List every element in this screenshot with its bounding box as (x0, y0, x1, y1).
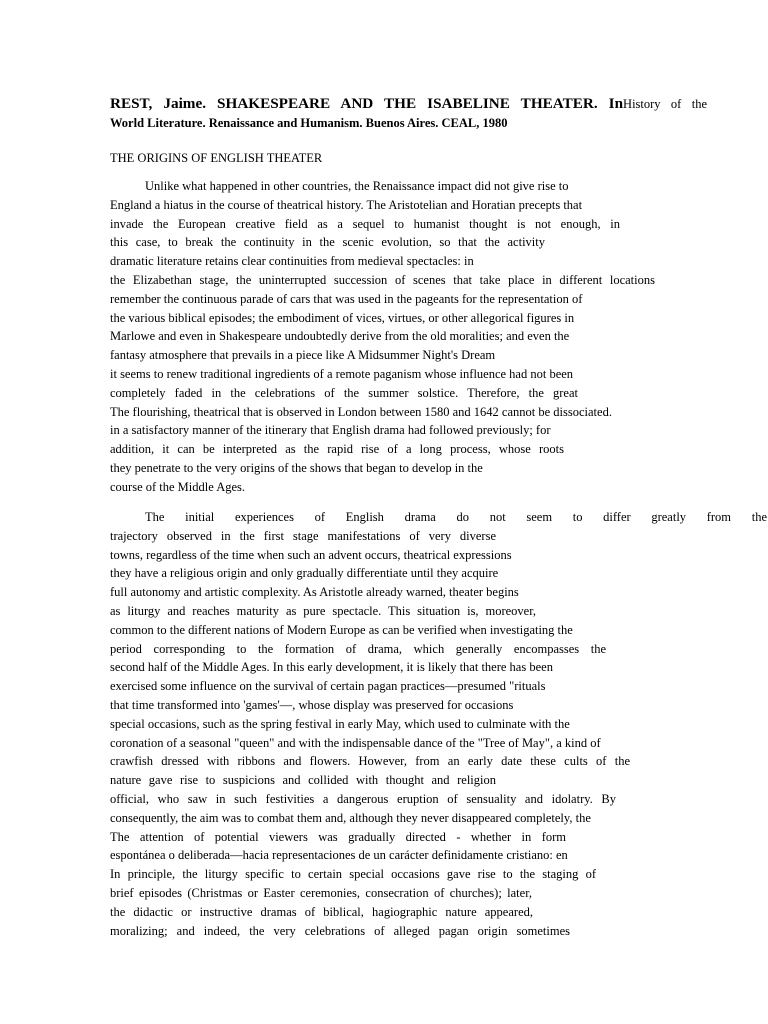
paragraph-line: The flourishing, theatrical that is observed in London between 1580 and 1642 cannot be dissociated. (110, 404, 612, 419)
paragraph-line: the Elizabethan stage, the uninterrupted succession of scenes that take place in different locations (110, 272, 655, 287)
paragraph-line: they have a religious origin and only gradually differentiate until they acquire (110, 566, 499, 581)
paragraph-line: second half of the Middle Ages. In this early development, it is likely that there has been (110, 660, 553, 675)
paragraph-line: exercised some influence on the survival of certain pagan practices—presumed "rituals (110, 679, 546, 694)
paragraph-line: period corresponding to the formation of drama, which generally encompasses the (110, 641, 606, 656)
paragraph-line: common to the different nations of Modern Europe as can be verified when investigating the (110, 622, 573, 637)
paragraph-line: it seems to renew traditional ingredients of a remote paganism whose influence had not been (110, 366, 574, 381)
paragraph-line: In principle, the liturgy specific to certain special occasions gave rise to the staging of (110, 867, 596, 882)
section-title: THE ORIGINS OF ENGLISH THEATER (110, 151, 323, 165)
citation-source-start: History of the (623, 97, 708, 111)
paragraph-line: special occasions, such as the spring festival in early May, which used to culminate with the (110, 716, 570, 731)
paragraph-line: the didactic or instructive dramas of biblical, hagiographic nature appeared, (110, 904, 533, 919)
paragraph-line: fantasy atmosphere that prevails in a piece like A Midsummer Night's Dream (110, 348, 496, 363)
paragraph-line: they penetrate to the very origins of the shows that began to develop in the (110, 460, 483, 475)
paragraph-line: espontánea o deliberada—hacia representaciones de un carácter definidamente cristiano: en (110, 848, 568, 863)
paragraph-line: towns, regardless of the time when such an advent occurs, theatrical expressions (110, 547, 512, 562)
paragraph-line: Marlowe and even in Shakespeare undoubtedly derive from the old moralities; and even the (110, 329, 570, 344)
paragraph-line: in a satisfactory manner of the itinerary that English drama had followed previously; for (110, 423, 551, 438)
paragraph-line: dramatic literature retains clear continuities from medieval spectacles: in (110, 254, 474, 269)
paragraph-line: that time transformed into 'games'—, whose display was preserved for occasions (110, 697, 514, 712)
paragraph-line: The initial experiences of English drama do not seem to differ greatly from the (145, 510, 767, 524)
paragraph-line: this case, to break the continuity in the scenic evolution, so that the activity (110, 235, 545, 250)
paragraph-line: nature gave rise to suspicions and collided with thought and religion (110, 773, 496, 788)
paragraph-line: Unlike what happened in other countries, the Renaissance impact did not give rise to (145, 179, 569, 193)
paragraph-line: trajectory observed in the first stage manifestations of very diverse (110, 528, 496, 543)
citation-author-title: REST, Jaime. SHAKESPEARE AND THE ISABELINE THEATER. In (110, 95, 624, 112)
paragraph-line: consequently, the aim was to combat them and, although they never disappeared completely, the (110, 810, 591, 825)
citation-source-continued: World Literature. Renaissance and Humanism. Buenos Aires. CEAL, 1980 (110, 116, 508, 130)
paragraph-line: crawfish dressed with ribbons and flowers. However, from an early date these cults of the (110, 754, 630, 769)
paragraph-line: invade the European creative field as a sequel to humanist thought is not enough, in (110, 216, 620, 231)
citation-heading (110, 94, 707, 133)
paragraph-line: completely faded in the celebrations of the summer solstice. Therefore, the great (110, 385, 578, 400)
paragraph-line: remember the continuous parade of cars that was used in the pageants for the representation of (110, 291, 583, 306)
paragraph-line: coronation of a seasonal "queen" and with the indispensable dance of the "Tree of May", a kind of (110, 735, 601, 750)
paragraph-line: moralizing; and indeed, the very celebrations of alleged pagan origin sometimes (110, 923, 570, 938)
paragraph-line: The attention of potential viewers was gradually directed - whether in form (110, 829, 566, 844)
paragraph-line: England a hiatus in the course of theatrical history. The Aristotelian and Horatian precepts that (110, 197, 583, 212)
paragraph-line: brief episodes (Christmas or Easter ceremonies, consecration of churches); later, (110, 885, 532, 900)
paragraph-line: full autonomy and artistic complexity. As Aristotle already warned, theater begins (110, 585, 519, 600)
paragraph-line: addition, it can be interpreted as the rapid rise of a long process, whose roots (110, 442, 564, 457)
paragraph-line: course of the Middle Ages. (110, 479, 246, 494)
citation-line-1 (110, 94, 707, 114)
paragraph-line: as liturgy and reaches maturity as pure spectacle. This situation is, moreover, (110, 603, 536, 618)
paragraph-line: official, who saw in such festivities a dangerous eruption of sensuality and idolatry. By (110, 791, 616, 806)
body-paragraph-1 (110, 177, 655, 497)
body-paragraph-2 (110, 508, 767, 940)
paragraph-line: the various biblical episodes; the embodiment of vices, virtues, or other allegorical figures in (110, 310, 575, 325)
